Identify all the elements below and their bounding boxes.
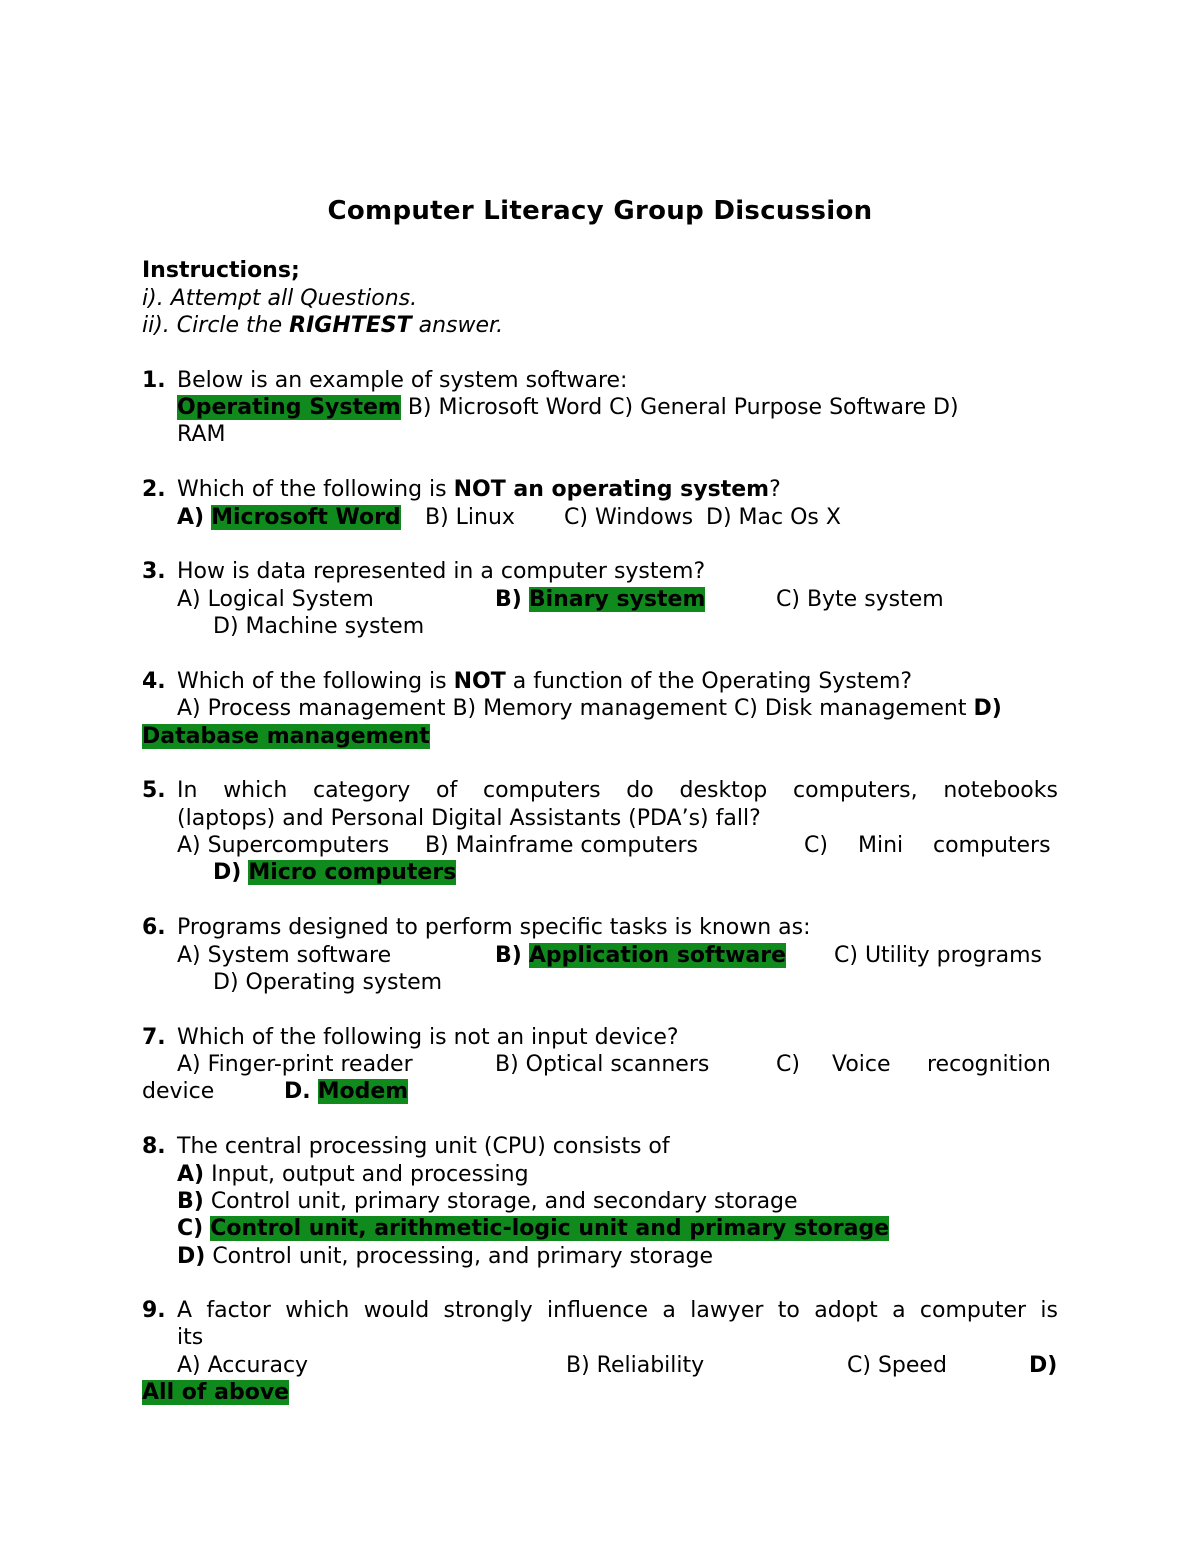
q7-option-d xyxy=(284,1078,408,1106)
q5-text-line-1 xyxy=(177,777,1058,805)
instruction-1-prefix: i). xyxy=(142,286,171,311)
q8-d-text: Control unit, processing, and primary storage xyxy=(205,1244,714,1269)
instruction-2 xyxy=(142,312,503,340)
q9-word: would xyxy=(363,1298,430,1323)
q3-b-label: B) xyxy=(495,587,522,612)
q8-option-b[interactable] xyxy=(177,1188,798,1216)
q8-text: The central processing unit (CPU) consists of xyxy=(177,1134,670,1159)
q8-a-text: Input, output and processing xyxy=(204,1162,529,1187)
q2-text-emphasis: NOT an operating system xyxy=(453,477,770,502)
q7-d-label: D. xyxy=(284,1079,311,1104)
q1-number: 1. xyxy=(142,368,166,393)
instruction-2-text-c: answer. xyxy=(411,313,504,338)
q4-text xyxy=(177,668,912,696)
q7-option-a[interactable]: A) Finger-print reader xyxy=(177,1052,413,1077)
q4-options-abc[interactable]: A) Process management B) Memory management C) Disk management xyxy=(177,696,967,721)
q4-text-c: a function of the Operating System? xyxy=(505,669,913,694)
q2-text-a: Which of the following is xyxy=(177,477,454,502)
q9-number: 9. xyxy=(142,1298,166,1323)
q5-option-a[interactable]: A) Supercomputers xyxy=(177,833,390,858)
instruction-2-emphasis: RIGHTEST xyxy=(289,313,412,338)
q5-option-c-label[interactable]: C) xyxy=(804,833,828,858)
q5-option-b[interactable]: B) Mainframe computers xyxy=(425,833,698,858)
q8-option-c xyxy=(177,1215,889,1243)
instruction-1-text: Attempt all Questions. xyxy=(170,286,418,311)
q3-option-a[interactable]: A) Logical System xyxy=(177,587,374,612)
q5-word: desktop xyxy=(679,778,768,803)
q7-number: 7. xyxy=(142,1025,166,1050)
q5-word: category xyxy=(313,778,411,803)
q5-word: notebooks xyxy=(943,778,1058,803)
q2-a-label: A) xyxy=(177,505,205,530)
q9-word: factor xyxy=(206,1298,271,1323)
q3-option-c[interactable]: C) Byte system xyxy=(776,587,944,612)
q9-word: adopt xyxy=(814,1298,878,1323)
q9-d-label: D) xyxy=(1029,1353,1058,1378)
q9-word: lawyer xyxy=(690,1298,764,1323)
q5-word: which xyxy=(223,778,288,803)
q8-a-label: A) xyxy=(177,1162,205,1187)
q2-number: 2. xyxy=(142,477,166,502)
q6-text: Programs designed to perform specific tasks is known as: xyxy=(177,915,811,940)
q4-number: 4. xyxy=(142,669,166,694)
q1-answer-highlight[interactable]: Operating System xyxy=(177,395,401,420)
q9-word: is xyxy=(1040,1298,1058,1323)
q9-word: influence xyxy=(547,1298,649,1323)
q7-answer-highlight[interactable]: Modem xyxy=(317,1079,409,1104)
q2-text xyxy=(177,476,781,504)
q9-option-a[interactable]: A) Accuracy xyxy=(177,1353,309,1378)
q5-word: computers, xyxy=(793,778,918,803)
instruction-2-text-a: Circle the xyxy=(176,313,290,338)
q8-c-label: C) xyxy=(177,1216,204,1241)
q9-word: a xyxy=(892,1298,906,1323)
q6-b-label: B) xyxy=(495,943,522,968)
q4-text-emphasis: NOT xyxy=(453,669,506,694)
q2-answer-highlight[interactable]: Microsoft Word xyxy=(211,505,401,530)
q9-option-c[interactable]: C) Speed xyxy=(847,1353,947,1378)
q8-option-a[interactable] xyxy=(177,1161,529,1189)
q5-d-label: D) xyxy=(213,860,242,885)
instructions-heading: Instructions; xyxy=(142,258,300,283)
q1-other-options: B) Microsoft Word C) General Purpose Software D) xyxy=(400,395,959,420)
q9-option-d xyxy=(142,1379,289,1407)
q9-continuation: its xyxy=(177,1325,204,1350)
q2-option-b[interactable]: B) Linux xyxy=(425,505,515,530)
q4-option-d xyxy=(142,723,430,751)
q6-option-d[interactable]: D) Operating system xyxy=(213,970,443,995)
instruction-1 xyxy=(142,285,417,313)
q4-text-a: Which of the following is xyxy=(177,669,454,694)
q9-option-b[interactable]: B) Reliability xyxy=(566,1353,705,1378)
q5-word: do xyxy=(626,778,654,803)
q9-word: which xyxy=(285,1298,350,1323)
q4-options xyxy=(177,695,1002,723)
q5-word: computers xyxy=(482,778,601,803)
q6-option-c[interactable]: C) Utility programs xyxy=(834,943,1043,968)
q9-word: A xyxy=(177,1298,193,1323)
q9-word: to xyxy=(777,1298,800,1323)
q3-option-d[interactable]: D) Machine system xyxy=(213,614,425,639)
q9-text-line-1 xyxy=(177,1297,1058,1325)
q8-answer-highlight[interactable]: Control unit, arithmetic-logic unit and primary storage xyxy=(210,1216,890,1241)
q5-word: In xyxy=(177,778,198,803)
q2-options xyxy=(177,504,401,532)
q9-word: strongly xyxy=(443,1298,533,1323)
q5-option-d xyxy=(213,859,456,887)
q1-text: Below is an example of system software: xyxy=(177,368,628,393)
q2-option-d[interactable]: D) Mac Os X xyxy=(706,505,841,530)
q9-answer-highlight[interactable]: All of above xyxy=(142,1380,290,1405)
q3-answer-highlight[interactable]: Binary system xyxy=(528,587,706,612)
instruction-2-prefix: ii). xyxy=(142,313,177,338)
q2-option-c[interactable]: C) Windows xyxy=(564,505,694,530)
q6-option-a[interactable]: A) System software xyxy=(177,943,392,968)
q9-word: a xyxy=(662,1298,676,1323)
q5-answer-highlight[interactable]: Micro computers xyxy=(248,860,457,885)
q8-number: 8. xyxy=(142,1134,166,1159)
q3-number: 3. xyxy=(142,559,166,584)
q5-option-c-word-2[interactable]: computers xyxy=(933,833,1051,858)
q7-option-c-word-2[interactable]: recognition xyxy=(927,1052,1051,1077)
q7-option-c-label[interactable]: C) xyxy=(776,1052,800,1077)
q4-answer-highlight[interactable]: Database management xyxy=(142,724,430,749)
q4-d-label: D) xyxy=(973,696,1002,721)
q5-word: of xyxy=(436,778,458,803)
q6-answer-highlight[interactable]: Application software xyxy=(528,943,787,968)
q1-options xyxy=(177,394,959,422)
q8-b-label: B) xyxy=(177,1189,204,1214)
q8-b-text: Control unit, primary storage, and secondary storage xyxy=(203,1189,798,1214)
q3-text: How is data represented in a computer system? xyxy=(177,559,706,584)
q9-word: computer xyxy=(919,1298,1027,1323)
q7-text: Which of the following is not an input device? xyxy=(177,1025,679,1050)
q8-d-label: D) xyxy=(177,1244,206,1269)
q6-option-b xyxy=(495,942,786,970)
q3-option-b xyxy=(495,586,705,614)
page-title: Computer Literacy Group Discussion xyxy=(327,196,873,226)
q5-text-line-2: (laptops) and Personal Digital Assistants (PDA’s) fall? xyxy=(177,806,761,831)
q7-continuation: device xyxy=(142,1079,215,1104)
q7-option-b[interactable]: B) Optical scanners xyxy=(495,1052,710,1077)
q7-option-c-word-1[interactable]: Voice xyxy=(832,1052,891,1077)
q5-number: 5. xyxy=(142,778,166,803)
q1-continuation: RAM xyxy=(177,422,226,447)
q8-option-d[interactable] xyxy=(177,1243,713,1271)
q2-text-c: ? xyxy=(769,477,781,502)
q6-number: 6. xyxy=(142,915,166,940)
q5-option-c-word-1[interactable]: Mini xyxy=(858,833,904,858)
